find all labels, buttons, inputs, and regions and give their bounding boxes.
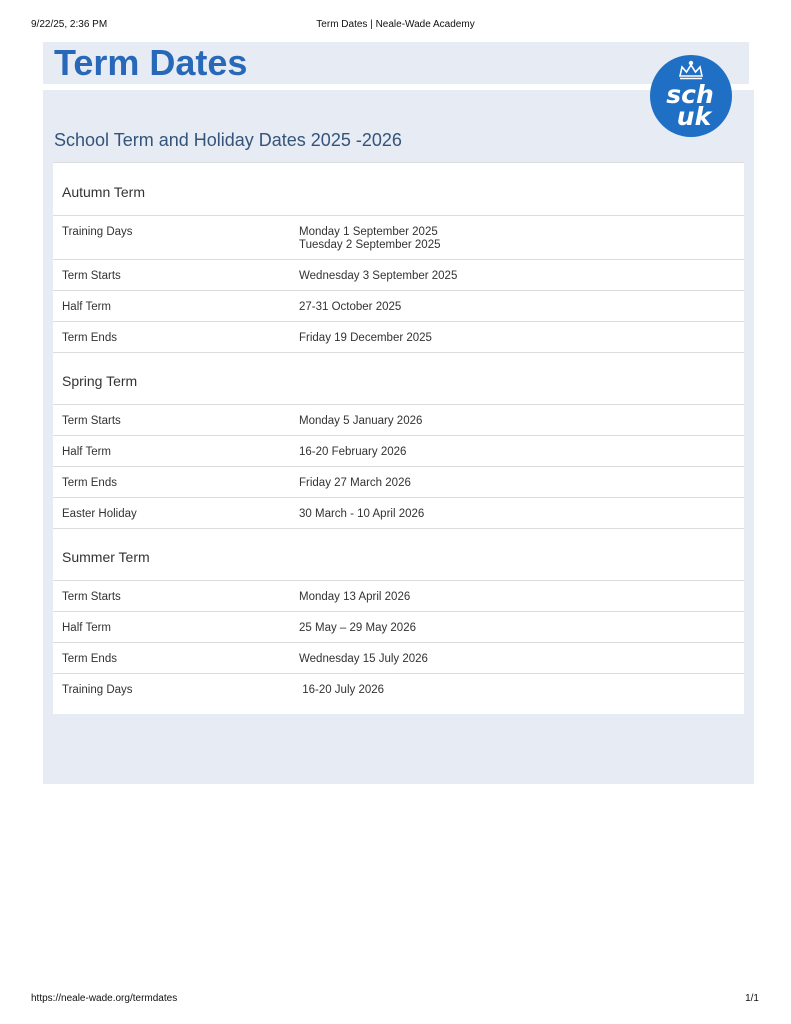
row-label: Term Starts bbox=[62, 591, 121, 603]
row-label: Half Term bbox=[62, 622, 111, 634]
print-footer bbox=[0, 993, 791, 1007]
logo-text-uk: uk bbox=[676, 102, 712, 131]
table-row bbox=[53, 290, 744, 321]
table-row bbox=[53, 435, 744, 466]
row-value: 16-20 February 2026 bbox=[299, 446, 407, 458]
logo-text-sch: sch bbox=[666, 80, 714, 109]
row-label: Term Starts bbox=[62, 415, 121, 427]
term-name: Spring Term bbox=[62, 373, 138, 389]
row-label: Term Ends bbox=[62, 332, 117, 344]
row-value bbox=[299, 226, 441, 252]
term-dates-table bbox=[53, 162, 744, 714]
term-header-autumn bbox=[53, 162, 744, 215]
table-row bbox=[53, 321, 744, 352]
table-row bbox=[53, 497, 744, 528]
row-label: Training Days bbox=[62, 226, 133, 238]
row-value: Monday 5 January 2026 bbox=[299, 415, 423, 427]
table-row bbox=[53, 611, 744, 642]
table-row bbox=[53, 259, 744, 290]
row-value: Friday 19 December 2025 bbox=[299, 332, 432, 344]
table-row bbox=[53, 673, 744, 714]
row-label: Training Days bbox=[62, 684, 133, 696]
term-name: Summer Term bbox=[62, 549, 150, 565]
row-value: Monday 13 April 2026 bbox=[299, 591, 411, 603]
row-value: Wednesday 3 September 2025 bbox=[299, 270, 458, 282]
print-page-number: 1/1 bbox=[745, 993, 759, 1004]
term-header-summer bbox=[53, 528, 744, 580]
row-value: 25 May – 29 May 2026 bbox=[299, 622, 416, 634]
row-value: Wednesday 15 July 2026 bbox=[299, 653, 428, 665]
print-header bbox=[0, 19, 791, 33]
row-label: Term Ends bbox=[62, 477, 117, 489]
row-value: 27-31 October 2025 bbox=[299, 301, 402, 313]
row-label: Half Term bbox=[62, 446, 111, 458]
table-row bbox=[53, 404, 744, 435]
print-datetime: 9/22/25, 2:36 PM bbox=[31, 19, 108, 30]
print-url[interactable]: https://neale-wade.org/termdates bbox=[31, 993, 178, 1004]
row-label: Easter Holiday bbox=[62, 508, 137, 520]
term-name: Autumn Term bbox=[62, 184, 145, 200]
table-row bbox=[53, 466, 744, 497]
row-value-line: Monday 1 September 2025 bbox=[299, 226, 438, 238]
row-value: 30 March - 10 April 2026 bbox=[299, 508, 425, 520]
print-page-title: Term Dates | Neale-Wade Academy bbox=[316, 19, 475, 30]
school-logo[interactable] bbox=[650, 55, 732, 137]
row-value-line: Tuesday 2 September 2025 bbox=[299, 239, 441, 251]
row-label: Term Ends bbox=[62, 653, 117, 665]
page-title: Term Dates bbox=[54, 42, 248, 83]
table-row bbox=[53, 215, 744, 259]
row-label: Half Term bbox=[62, 301, 111, 313]
term-header-spring bbox=[53, 352, 744, 404]
row-label: Term Starts bbox=[62, 270, 121, 282]
table-row bbox=[53, 580, 744, 611]
row-value: Friday 27 March 2026 bbox=[299, 477, 411, 489]
row-value: 16-20 July 2026 bbox=[299, 684, 385, 696]
section-heading: School Term and Holiday Dates 2025 -2026 bbox=[54, 130, 402, 150]
table-row bbox=[53, 642, 744, 673]
